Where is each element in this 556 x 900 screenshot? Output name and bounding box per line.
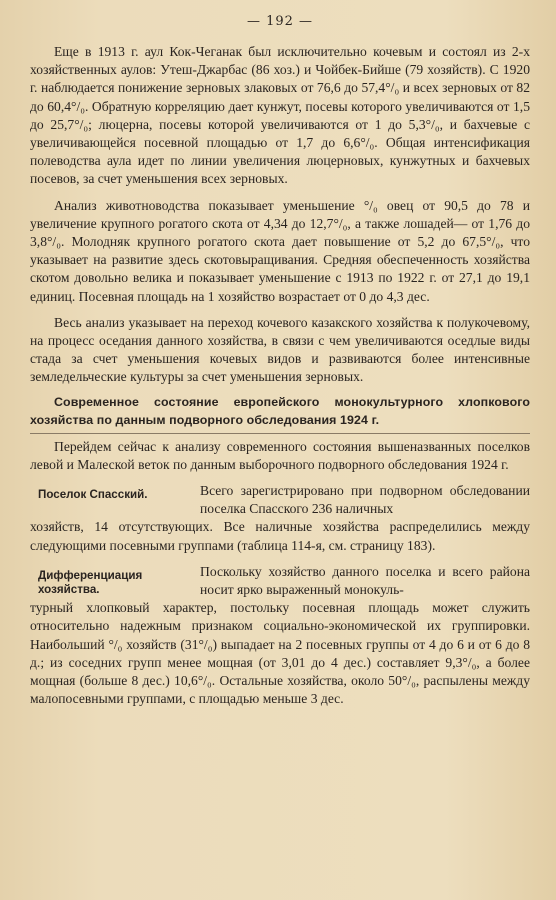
side-section-differentiation: [30, 563, 530, 709]
side-paragraph-rest: турный хлопковый характер, постольку посевная площадь может служить относительно надежным признаком социально-экономической их группировки. Наибольший °/₀ хозяйств (31°/₀) выпадает на 2 посевных группы от 4 до 6 и от 6 до 8 д.; из соседних групп менее мощная (от 3,01 до 4 дес.) составляет 9,3°/₀, а более мощная (больше 8 дес.) 10,6°/₀. Остальные хозяйства, около 50°/₀, распылены между малопосевными группами, с площадью меньше 3 дес.: [30, 600, 530, 707]
side-label-differentiation: [38, 569, 142, 597]
side-label-line: хозяйства.: [38, 582, 100, 596]
divider: [30, 433, 530, 434]
paragraph-livestock: Анализ животноводства показывает уменьшение °/₀ овец от 90,5 до 78 и увеличение крупного рогатого скота от 4,34 до 12,7°/₀, а также лошадей— от 1,76 до 3,8°/₀. Молодняк крупного рогатого скота дает повышение от 5,2 до 67,5°/₀, что указывает на развитие здесь скотовыращивания. Средняя обеспеченность хозяйства скотом довольно велика и показывает уменьшение с 1913 по 1922 г. от 27,1 до 19,1 единиц. Посевная площадь на 1 хозяйство возрастает от 0 до 4,3 дес.: [30, 197, 530, 304]
page-number: — 192 —: [246, 14, 314, 29]
side-section-spassky: [30, 482, 530, 555]
side-label-spassky: [38, 488, 147, 502]
side-paragraph-first-line: Поскольку хозяйство данного поселка и всего района носит ярко выраженный монокуль-: [200, 563, 530, 598]
paragraph-intro: Перейдем сейчас к анализу современного состояния вышеназванных поселков левой и Малеской веток по данным выборочного подворного обследования 1924 г.: [30, 438, 530, 472]
side-paragraph-first-line: Всего зарегистрировано при подворном обследовании поселка Спасского 236 наличных: [200, 483, 530, 517]
paragraph-aul-crops: Еще в 1913 г. аул Кок-Чеганак был исключительно кочевым и состоял из 2-х хозяйственных аулов: Утеш-Джарбас (86 хоз.) и Чойбек-Бийше (79 хозяйств). С 1920 г. наблюдается понижение зерновых злаковых от 76,6 до 57,4°/₀ и всех зерновых от 82 до 60,4°/₀. Обратную корреляцию дает кунжут, посевы которого увеличиваются от 1,5 до 25,7°/₀; люцерна, посевы которой увеличиваются от 1 до 5,3°/₀, и бахчевые с увеличивающейся посевной площадью от 1,7 до 6,6°/₀. Общая интенсификация полеводства аула идет по линии увеличения люцерновых, кунжутных и бахчевых посевов, за счет уменьшения всех зерновых.: [30, 44, 530, 187]
paragraph-analysis-summary: Весь анализ указывает на переход кочевого казакского хозяйства к полукочевому, на процесс оседания данного хозяйства, в связи с чем увеличиваются оседлые виды стада за счет уменьшения кочевых видов и развиваются более интенсивные земледельческие культуры за счет уменьшения зерновых.: [30, 314, 530, 385]
side-paragraph-rest: хозяйств, 14 отсутствующих. Все наличные хозяйства распределились между следующими посевными группами (таблица 114-я, см. страницу 183).: [30, 519, 530, 553]
side-label-line: Дифференциация: [38, 568, 143, 582]
section-heading: Современное состояние европейского монокультурного хлопкового хозяйства по данным подворного обследования 1924 г.: [30, 394, 530, 427]
side-label-line: Поселок Спасский.: [38, 488, 148, 502]
